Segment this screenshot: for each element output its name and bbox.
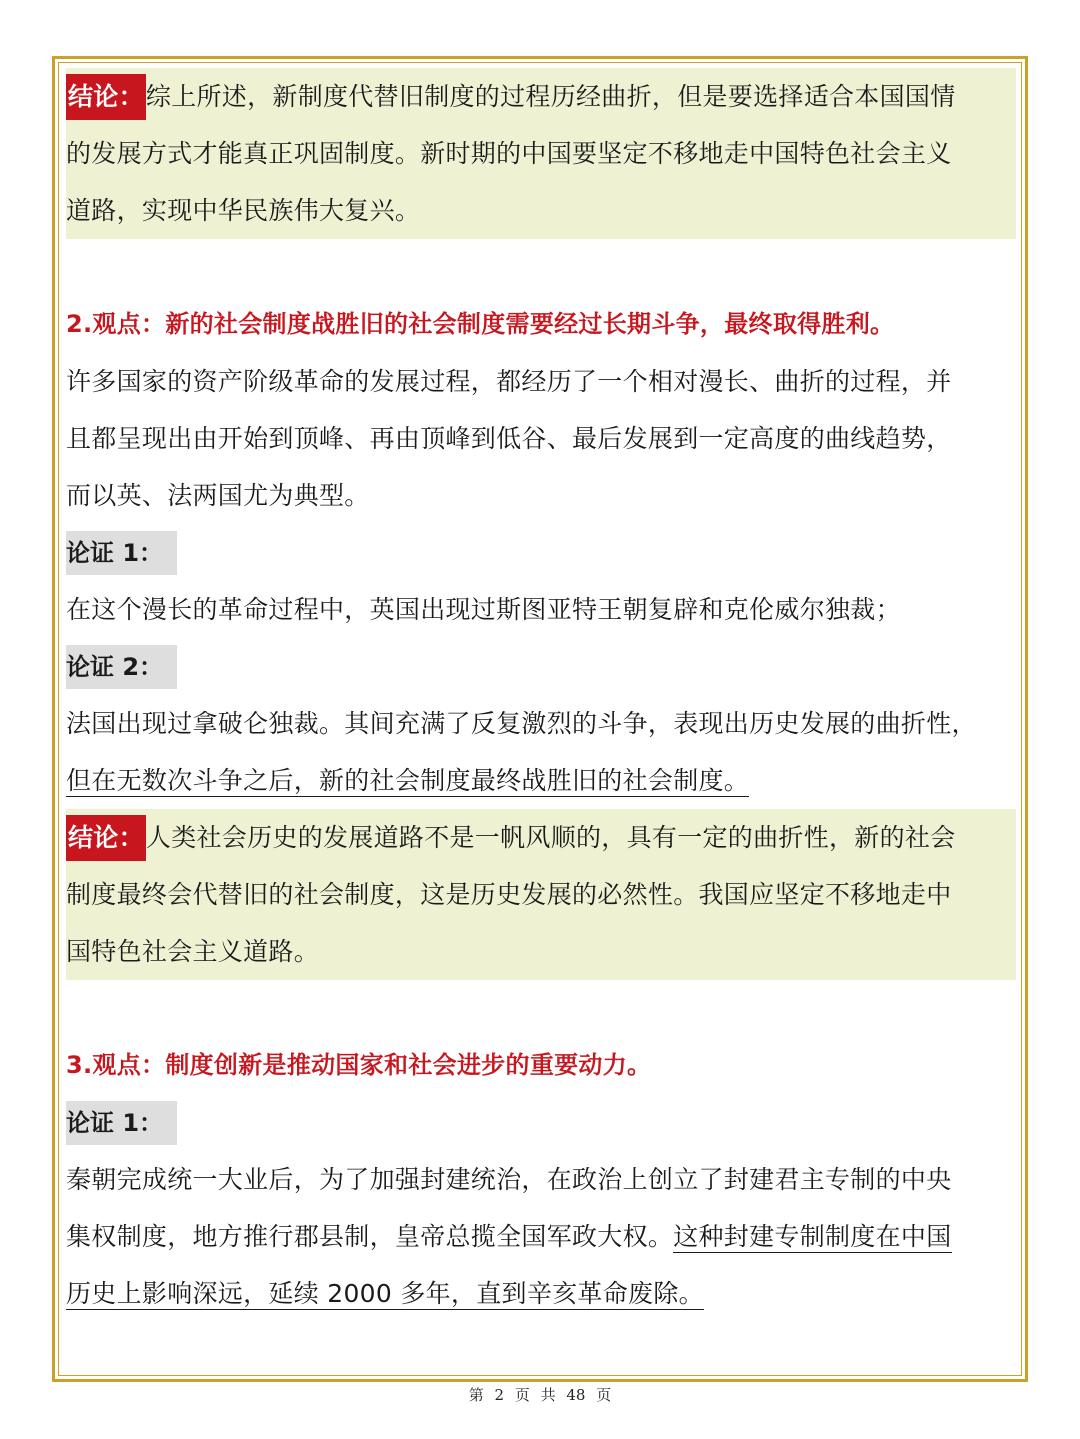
conclusion-text: 综上所述，新制度代替旧制度的过程历经曲折，但是要选择适合本国国情 [145, 82, 956, 111]
conclusion-2-line-3: 国特色社会主义道路。 [66, 937, 320, 966]
conclusion-2-line-1 [66, 809, 1016, 866]
section-3-argument-1-label: 论证 1： [66, 1101, 177, 1145]
section-3-line-2-underlined: 这种封建专制制度在中国 [673, 1222, 952, 1251]
section-3-argument-1-label-row [66, 1094, 1016, 1151]
argument-2-underlined-text: 但在无数次斗争之后，新的社会制度最终战胜旧的社会制度。 [66, 766, 750, 795]
section-2-heading: 2.观点：新的社会制度战胜旧的社会制度需要经过长期斗争，最终取得胜利。 [66, 310, 895, 338]
conclusion-tag: 结论： [66, 815, 146, 861]
section-2-intro-line-1: 许多国家的资产阶级革命的发展过程，都经历了一个相对漫长、曲折的过程，并 [66, 367, 952, 396]
spacer [66, 980, 1016, 1037]
conclusion-block-1 [66, 68, 1016, 239]
section-2-intro-line-3: 而以英、法两国尤为典型。 [66, 481, 370, 510]
section-2-intro-line-2: 且都呈现出由开始到顶峰、再由顶峰到低谷、最后发展到一定高度的曲线趋势， [66, 424, 952, 453]
section-3-line-3 [66, 1265, 1016, 1322]
section-3-line-2 [66, 1208, 1016, 1265]
conclusion-1-line-3: 道路，实现中华民族伟大复兴。 [66, 196, 421, 225]
section-3-line-3-underlined: 历史上影响深远，延续 2000 多年，直到辛亥革命废除。 [66, 1279, 704, 1308]
argument-2-label-row [66, 638, 1016, 695]
section-3-line-1: 秦朝完成统一大业后，为了加强封建统治，在政治上创立了封建君主专制的中央 [66, 1165, 952, 1194]
conclusion-1-line-1 [66, 68, 1016, 125]
conclusion-2-line-2: 制度最终会代替旧的社会制度，这是历史发展的必然性。我国应坚定不移地走中 [66, 880, 952, 909]
section-3-line-2-plain: 集权制度，地方推行郡县制，皇帝总揽全国军政大权。 [66, 1222, 674, 1251]
argument-1-label: 论证 1： [66, 531, 177, 575]
argument-2-line-2 [66, 752, 1016, 809]
argument-1-label-row [66, 524, 1016, 581]
conclusion-text: 人类社会历史的发展道路不是一帆风顺的，具有一定的曲折性，新的社会 [145, 823, 956, 852]
spacer [66, 239, 1016, 296]
page-footer: 第 2 页 共 48 页 [468, 1386, 612, 1404]
argument-1-text: 在这个漫长的革命过程中，英国出现过斯图亚特王朝复辟和克伦威尔独裁； [66, 595, 901, 624]
argument-2-label: 论证 2： [66, 645, 177, 689]
argument-2-line-1: 法国出现过拿破仑独裁。其间充满了反复激烈的斗争，表现出历史发展的曲折性， [66, 709, 977, 738]
conclusion-tag: 结论： [66, 74, 146, 120]
document-content [66, 68, 1016, 1322]
conclusion-1-line-2: 的发展方式才能真正巩固制度。新时期的中国要坚定不移地走中国特色社会主义 [66, 139, 952, 168]
section-3-heading: 3.观点：制度创新是推动国家和社会进步的重要动力。 [66, 1051, 652, 1079]
conclusion-block-2 [66, 809, 1016, 980]
